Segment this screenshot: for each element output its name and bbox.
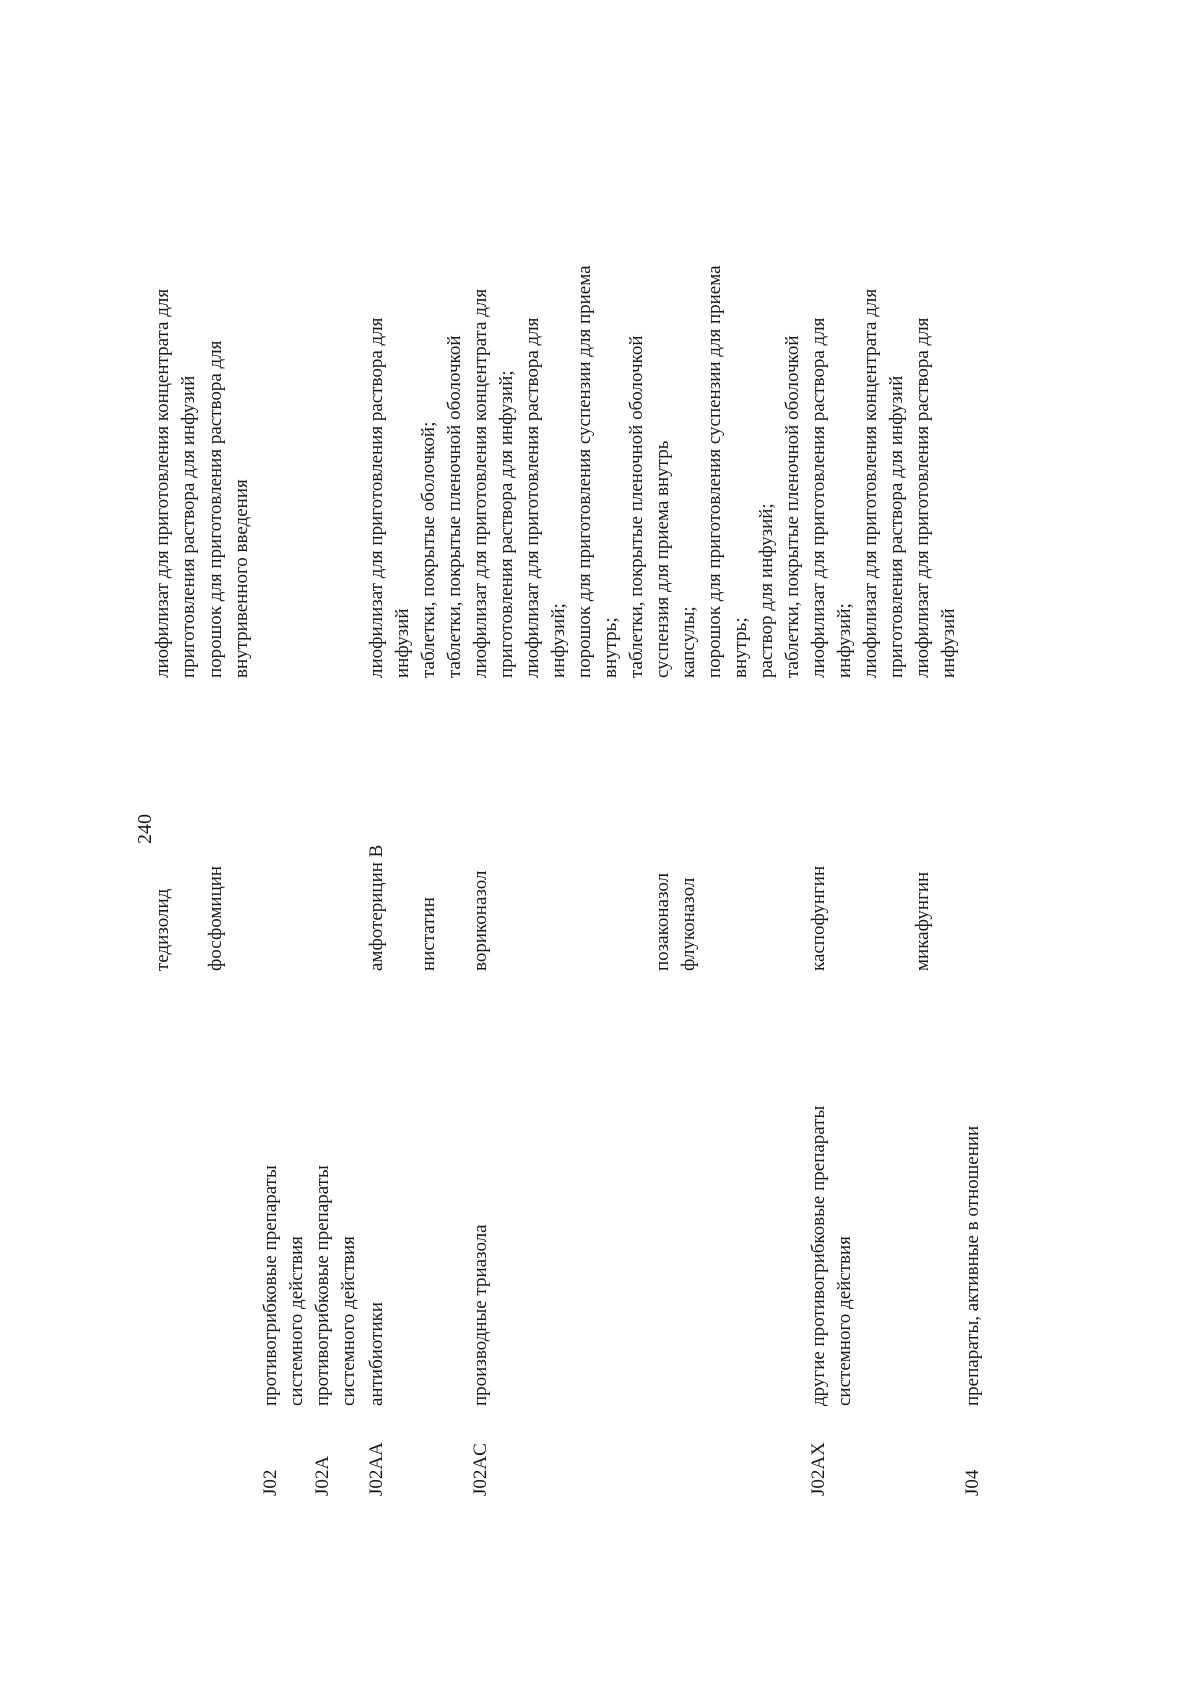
drug-name: нистатин	[418, 897, 439, 971]
group-name: препараты, активные в отношении	[962, 1125, 983, 1406]
atc-code: J02	[260, 1469, 281, 1496]
dosage-forms: лиофилизат для приготовления концентрата для приготовления раствора для инфузий; лиофилизат для приготовления раствора для инфузий; порошок для приготовления суспензии для приема внутрь; таблетки, покрытые пленочной оболочкой	[470, 265, 647, 678]
group-name: противогрибковые препараты системного действия	[312, 1165, 359, 1406]
drug-name: амфотерицин В	[366, 844, 387, 971]
group-name: антибиотики	[366, 1301, 387, 1406]
atc-code: J02AC	[470, 1443, 491, 1496]
group-name: производные триазола	[470, 1224, 491, 1406]
drug-name: каспофунгин	[808, 865, 829, 971]
dosage-forms: капсулы; порошок для приготовления суспензии для приема внутрь; раствор для инфузий; таблетки, покрытые пленочной оболочкой	[678, 265, 803, 678]
atc-code: J02AA	[366, 1442, 387, 1496]
dosage-forms: суспензия для приема внутрь	[652, 440, 673, 678]
dosage-forms: лиофилизат для приготовления раствора для инфузий; лиофилизат для приготовления концентрата для приготовления раствора для инфузий	[808, 288, 907, 678]
dosage-forms: лиофилизат для приготовления раствора для инфузий	[366, 317, 413, 678]
dosage-forms: лиофилизат для приготовления раствора для инфузий	[912, 317, 959, 678]
dosage-forms: таблетки, покрытые оболочкой; таблетки, покрытые пленочной оболочкой	[418, 335, 465, 678]
drug-name: фосфомицин	[205, 865, 226, 971]
page-number: 240	[134, 814, 156, 844]
atc-code: J04	[962, 1469, 983, 1496]
dosage-forms: порошок для приготовления раствора для внутривенного введения	[205, 340, 252, 678]
drug-name: микафунгин	[912, 871, 933, 971]
dosage-forms: лиофилизат для приготовления концентрата для приготовления раствора для инфузий	[152, 288, 199, 678]
atc-code: J02AX	[808, 1442, 829, 1496]
drug-name: позаконазол	[652, 872, 673, 971]
drug-name: тедизолид	[152, 888, 173, 971]
drug-name: вориконазол	[470, 870, 491, 971]
atc-code: J02A	[312, 1455, 333, 1496]
group-name: противогрибковые препараты системного действия	[260, 1165, 307, 1406]
drug-name: флуконазол	[678, 877, 699, 971]
group-name: другие противогрибковые препараты системного действия	[808, 1105, 855, 1406]
